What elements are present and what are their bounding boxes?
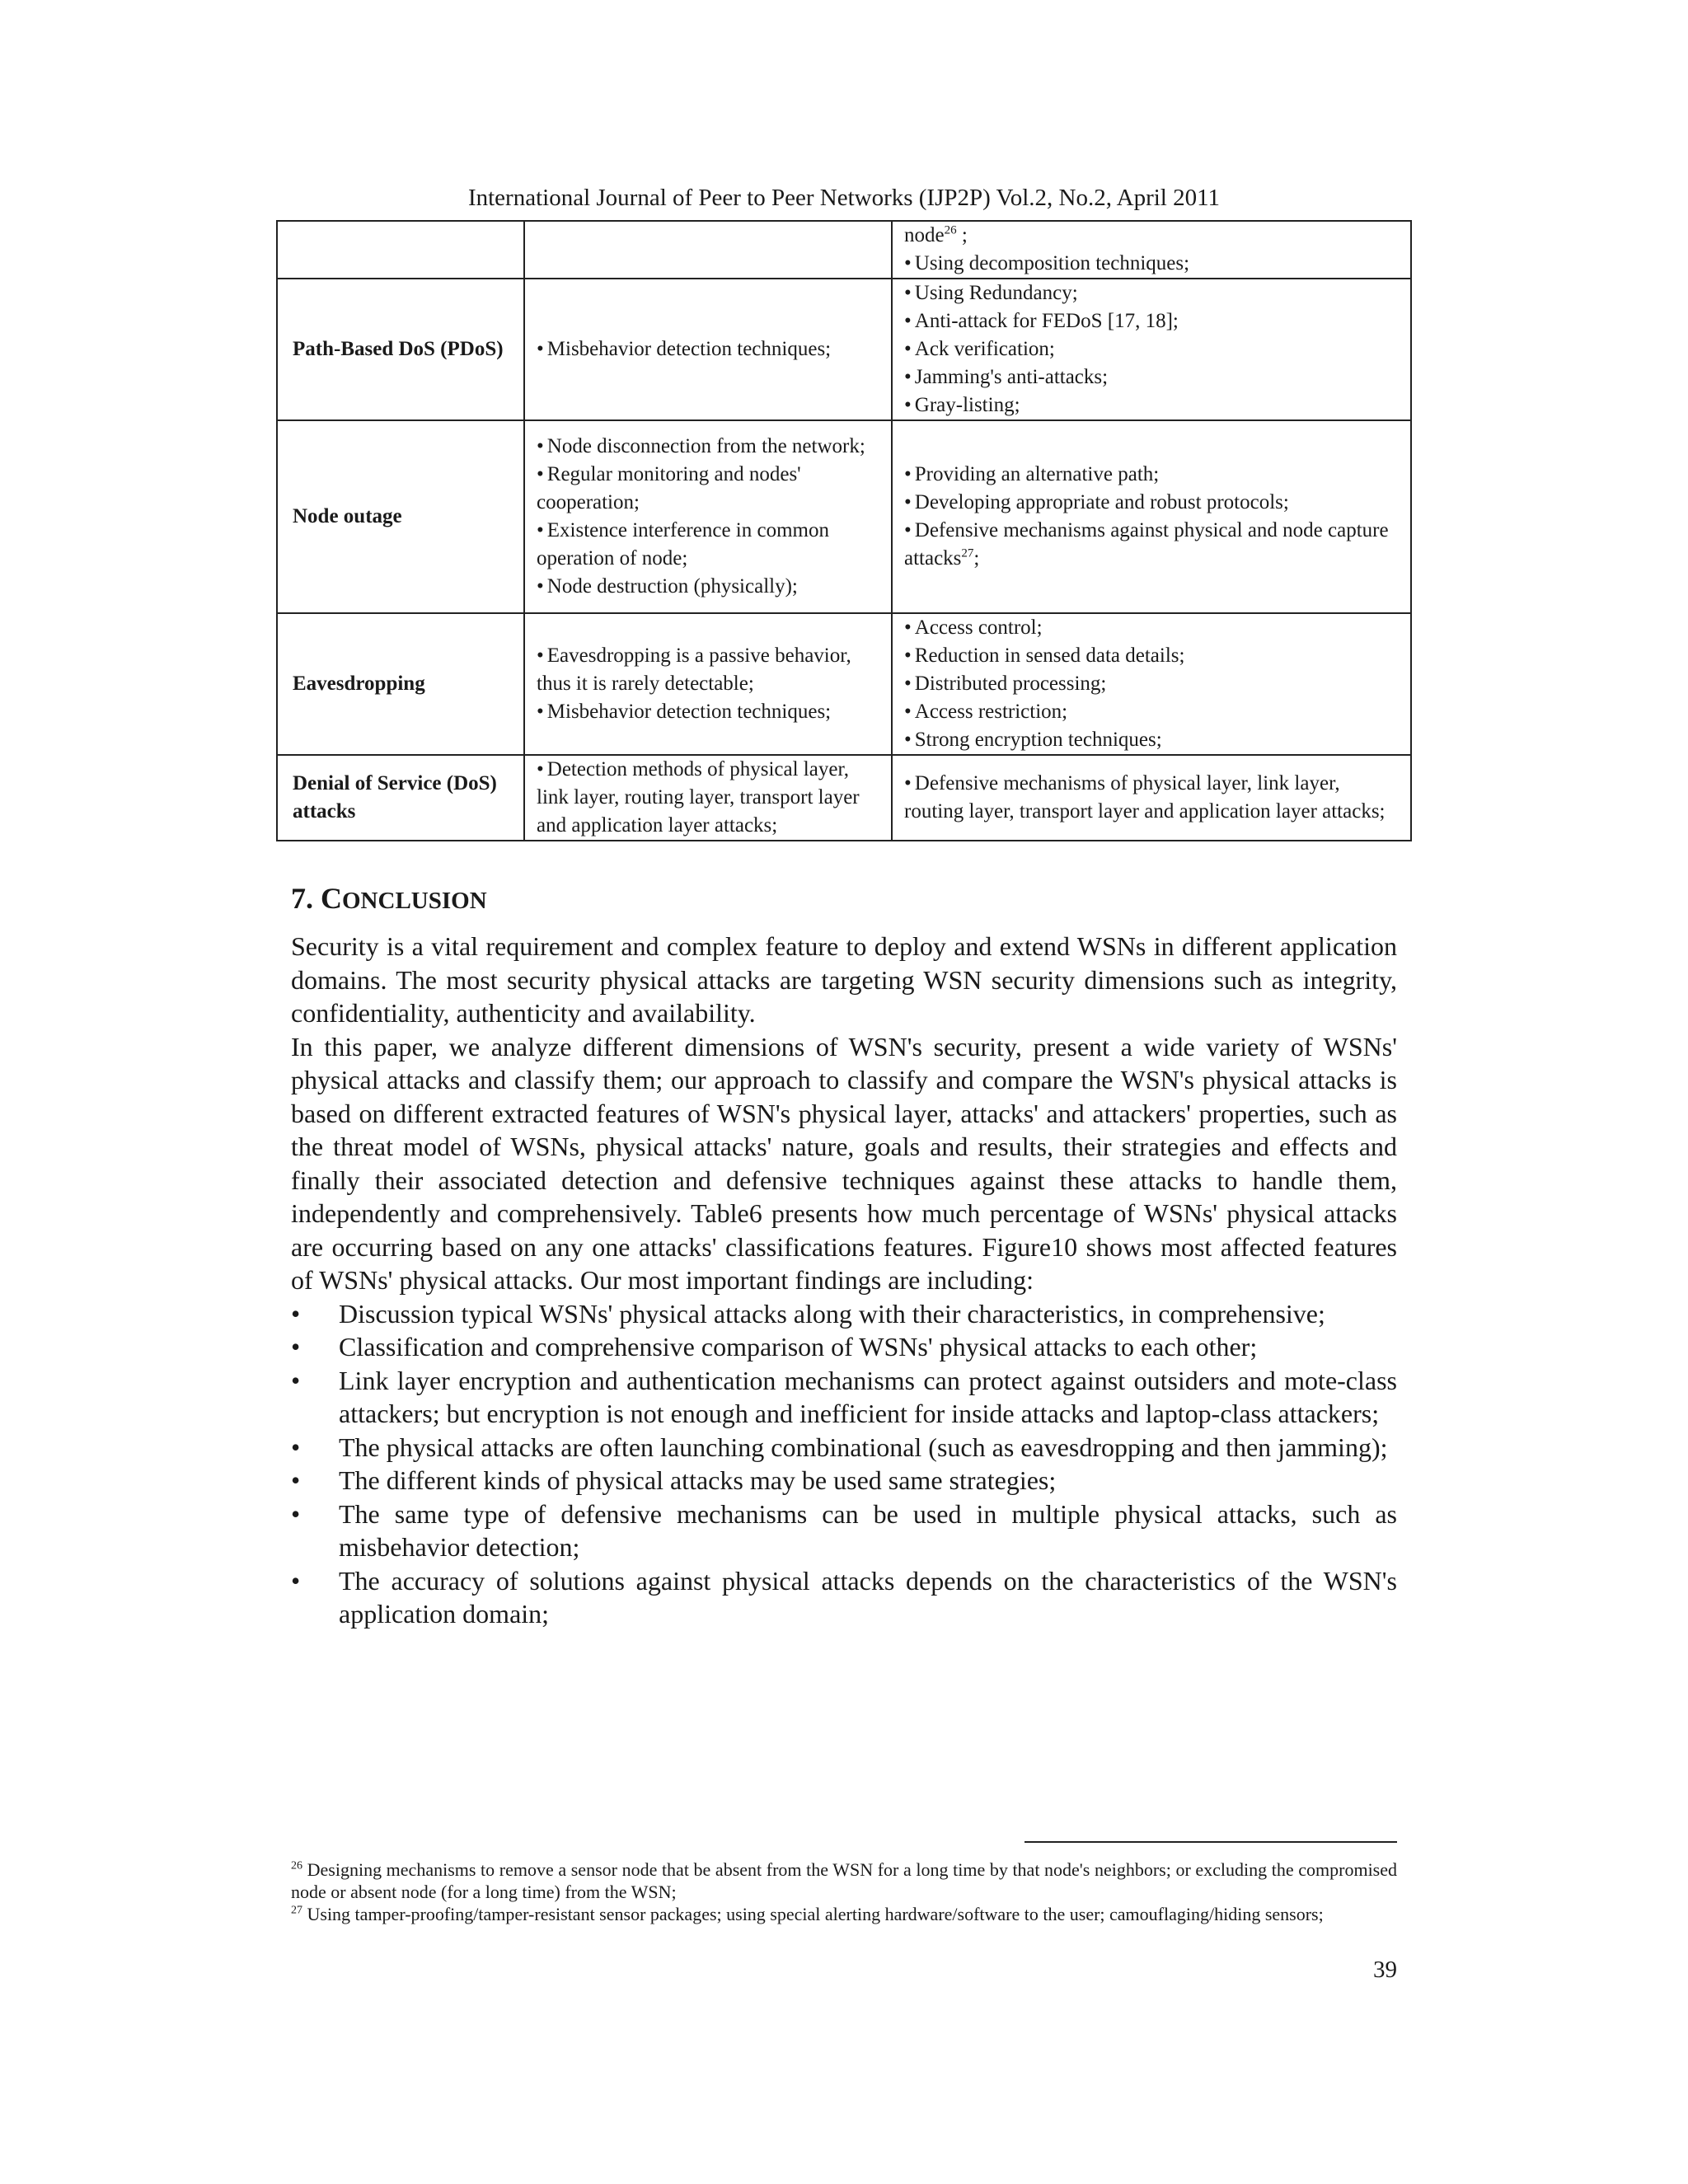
table-row: [277, 613, 1411, 755]
defense-item: node$^{26}$ ;: [904, 223, 968, 246]
defense-item: • Access control;: [904, 614, 1399, 642]
findings-list: [291, 1297, 1397, 1631]
bullet-icon: •: [291, 1465, 301, 1495]
list-item: • Classification and comprehensive comparison of WSNs' physical attacks to each other;: [291, 1330, 1397, 1364]
defense-item: • Strong encryption techniques;: [904, 726, 1399, 754]
defense-item: • Distributed processing;: [904, 670, 1399, 698]
table-row: [277, 221, 1411, 279]
defense-item: • Jamming's anti-attacks;: [904, 363, 1399, 391]
list-item: • The accuracy of solutions against physical attacks depends on the characteristics of the WSN's application domain;: [291, 1565, 1397, 1629]
detection-item: • Node disconnection from the network;: [537, 433, 879, 461]
detection-item: • Regular monitoring and nodes' cooperation;: [537, 461, 879, 517]
paragraph: In this paper, we analyze different dimensions of WSN's security, present a wide variety of WSNs' physical attacks and classify them; our approach to classify and compare the WSN's physical attacks is based on different extracted features of WSN's physical layer, attacks' and attackers' properties, such as the threat model of WSNs, physical attacks' nature, goals and results, their strategies and effects and finally their associated detection and defensive techniques against these attacks to handle them, independently and comprehensively. Table6 presents how much percentage of WSNs' physical attacks are occurring based on any one attacks' classifications features. Figure10 shows most affected features of WSNs' physical attacks. Our most important findings are including:: [291, 1031, 1397, 1295]
list-item: • Discussion typical WSNs' physical attacks along with their characteristics, in comprehensive;: [291, 1297, 1397, 1331]
detection-cell: [524, 221, 892, 279]
detection-item: • Node destruction (physically);: [537, 573, 879, 601]
footnotes: [291, 1858, 1397, 1925]
defense-item: • Defensive mechanisms against physical and node capture attacks$^{27}$;: [904, 517, 1399, 573]
table-row: [277, 420, 1411, 613]
detection-cell: [524, 420, 892, 613]
defense-item: • Defensive mechanisms of physical layer, link layer, routing layer, transport layer and application layer attacks;: [904, 770, 1399, 826]
detection-item: • Eavesdropping is a passive behavior, thus it is rarely detectable;: [537, 642, 879, 698]
footnote: $^{26}$ Designing mechanisms to remove a sensor node that be absent from the WSN for a long time by that node's neighbors; or excluding the compromised node or absent node (for a long time) from the WSN;: [291, 1859, 1398, 1902]
defense-item: • Reduction in sensed data details;: [904, 642, 1399, 670]
defense-item: • Using decomposition techniques;: [904, 250, 1399, 278]
running-header: International Journal of Peer to Peer Networks (IJP2P) Vol.2, No.2, April 2011: [467, 185, 1221, 211]
defense-item: • Anti-attack for FEDoS [17, 18];: [904, 307, 1399, 335]
defense-cell: [892, 221, 1411, 279]
page-number: 39: [1373, 1957, 1397, 1983]
table-row: [277, 755, 1411, 841]
attack-name-cell: Denial of Service (DoS) attacks: [277, 755, 524, 841]
list-item: • The physical attacks are often launching combinational (such as eavesdropping and then jamming);: [291, 1431, 1397, 1465]
bullet-icon: •: [291, 1332, 301, 1361]
defense-item: • Ack verification;: [904, 335, 1399, 363]
bullet-icon: •: [291, 1498, 301, 1529]
defense-cell: [892, 755, 1411, 841]
defense-item: • Providing an alternative path;: [904, 461, 1399, 489]
detection-cell: [524, 755, 892, 841]
table-row: [277, 279, 1411, 420]
countermeasures-table: [276, 220, 1412, 841]
defense-item: • Developing appropriate and robust protocols;: [904, 489, 1399, 517]
bullet-icon: •: [291, 1298, 301, 1329]
section-heading: 7. CONCLUSION: [291, 882, 487, 915]
defense-item: • Using Redundancy;: [904, 279, 1399, 307]
bullet-icon: •: [291, 1432, 301, 1462]
defense-cell: [892, 613, 1411, 755]
bullet-icon: •: [291, 1365, 301, 1395]
list-item: • Link layer encryption and authentication mechanisms can protect against outsiders and mote-class attackers; but encryption is not enough and inefficient for inside attacks and laptop-class attackers;: [291, 1365, 1397, 1428]
detection-cell: [524, 613, 892, 755]
defense-item: • Access restriction;: [904, 698, 1399, 726]
footnote: $^{27}$ Using tamper-proofing/tamper-resistant sensor packages; using special alerting hardware/software to the user; camouflaging/hiding sensors;: [291, 1904, 1324, 1924]
attack-name-cell: [277, 221, 524, 279]
conclusion-body: [291, 930, 1397, 1631]
detection-item: • Misbehavior detection techniques;: [537, 698, 879, 726]
footnote-rule: [1025, 1841, 1397, 1843]
attack-name-cell: Eavesdropping: [277, 613, 524, 755]
detection-cell: [524, 279, 892, 420]
attack-name-cell: Node outage: [277, 420, 524, 613]
detection-item: • Existence interference in common operation of node;: [537, 517, 879, 573]
defense-cell: [892, 420, 1411, 613]
defense-item: • Gray-listing;: [904, 391, 1399, 419]
detection-item: • Misbehavior detection techniques;: [537, 335, 879, 363]
paragraph: Security is a vital requirement and complex feature to deploy and extend WSNs in different application domains. The most security physical attacks are targeting WSN security dimensions such as integrity, confidentiality, authenticity and availability.: [291, 931, 1397, 1028]
detection-item: • Detection methods of physical layer, link layer, routing layer, transport layer and application layer attacks;: [537, 756, 879, 840]
defense-cell: [892, 279, 1411, 420]
list-item: • The different kinds of physical attacks may be used same strategies;: [291, 1464, 1397, 1497]
list-item: • The same type of defensive mechanisms can be used in multiple physical attacks, such as misbehavior detection;: [291, 1498, 1397, 1562]
attack-name-cell: Path-Based DoS (PDoS): [277, 279, 524, 420]
bullet-icon: •: [291, 1565, 301, 1596]
